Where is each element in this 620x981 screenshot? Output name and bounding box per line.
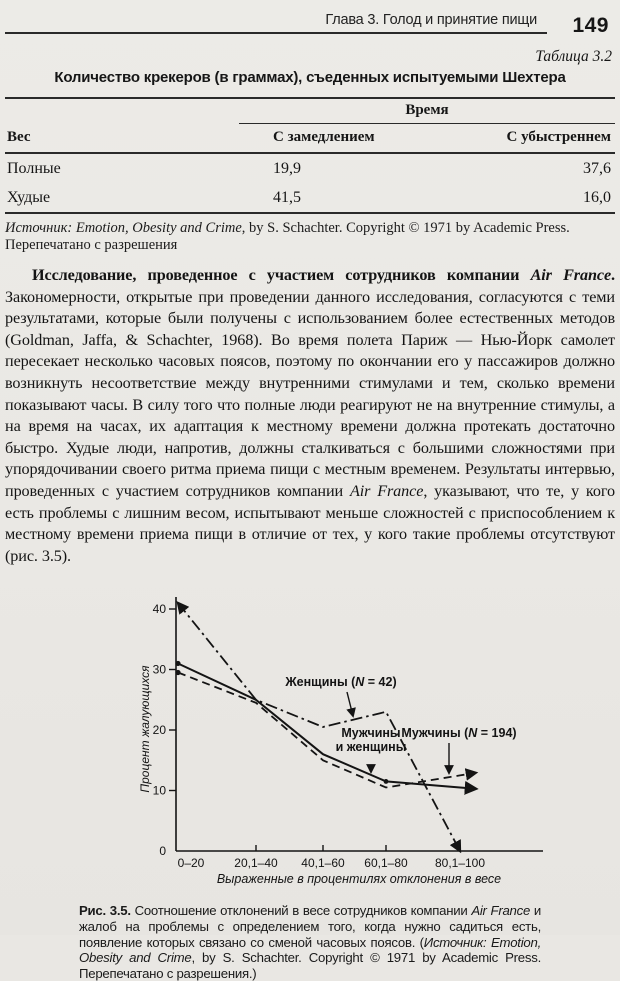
figure-caption-label: Рис. 3.5. [79,903,131,919]
y-axis-label: Процент жалующихся [138,665,152,793]
table-source-note [5,220,615,254]
col-header-sped: С убыстреннем [427,124,615,154]
table-group-header: Время [239,99,615,124]
svg-text:40,1–60: 40,1–60 [301,856,345,871]
svg-text:Мужчины (N = 194): Мужчины (N = 194) [401,726,517,741]
svg-text:20: 20 [152,723,166,738]
source-italic: Источник: Emotion, Obesity and Crime [5,220,242,236]
paragraph-body-2: , указывают, что те, у кого есть проблемы с лишним весом, испытывают меньше сложностей с приспособлением к местному времени приема пищи в отличие от тех, у кого такие проблемы отсутствуют (рис. 3.5). [5,481,615,565]
svg-text:30: 30 [152,662,166,677]
row-value-slowed: 19,9 [273,160,301,177]
svg-text:и женщины: и женщины [335,740,407,755]
row-value-sped: 37,6 [583,160,611,177]
figure-3-5-chart [131,589,561,891]
col-header-weight: Вес [5,124,239,154]
svg-text:20,1–40: 20,1–40 [234,856,278,871]
data-table [5,97,615,214]
page-number: 149 [572,14,609,37]
svg-text:Женщины (N = 42): Женщины (N = 42) [285,675,397,690]
table-title: Количество крекеров (в граммах), съеденных испытуемыми Шехтера [54,69,566,86]
paragraph-body: Закономерности, открытые при проведении данного исследования, согласуются с теми результатами, которые были получены с использованием более естественных методов (Goldman, Jaffa, & Schachter, 1968). Во время полета Париж — Нью-Йорк самолет пересекает несколько часовых поясов, поэтому по окончании его у пассажиров должно возникнуть несоответствие между внутренними стимулами и тем, сколько времени показывают часы. В силу того что полные люди реагируют не на внутренние стимулы, а на время на часах, их адаптация к местному времени должна протекать достаточно быстро. Худые люди, напротив, должны сталкиваться с большими сложностями при упорядочивании своего ритма приема пищи с местным временем. Результаты интервью, проведенных с участием сотрудников компании [5,287,615,500]
paragraph-lead: Исследование, проведенное с участием сотрудников компании [32,266,531,284]
paragraph-lead-italic: Air France [530,266,612,284]
row-label: Полные [7,160,61,177]
source-line2: Перепечатано с разрешения [5,237,178,253]
table-group-header-row [5,99,615,124]
svg-text:80,1–100: 80,1–100 [434,856,486,871]
table-row [5,183,615,212]
body-paragraph: Исследование, проведенное с участием сотрудников компании Air France. Закономерности, открытые при проведении данного исследования, согласуются с теми результатами, которые были получены с использованием более естественных методов (Goldman, Jaffa, & Schachter, 1968). Во время полета Париж — Нью-Йорк самолет пересекает несколько часовых поясов, поэтому по окончании его у пассажиров должно возникнуть несоответствие между внутренними стимулами и тем, сколько времени показывают часы. В силу того что полные люди реагируют не на внутренние стимулы, а на время на часах, их адаптация к местному времени должна протекать достаточно быстро. Худые люди, напротив, должны сталкиваться с большими сложностями при упорядочивании своего ритма приема пищи с местным временем. Результаты интервью, проведенных с участием сотрудников компании Air France, указывают, что те, у кого есть проблемы с лишним весом, испытывают меньше сложностей с приспособлением к местному времени приема пищи в отличие от тех, у кого такие проблемы отсутствуют (рис. 3.5). [5,266,615,565]
row-label: Худые [7,189,51,206]
svg-text:0: 0 [159,844,166,859]
svg-text:Мужчины: Мужчины [341,726,401,741]
svg-text:40: 40 [152,602,166,617]
table-header-row [5,124,615,154]
annotation-2 [401,726,516,773]
chapter-title: Глава 3. Голод и принятие пищи [5,12,547,34]
source-rest: , by S. Schachter. Copyright © 1971 by Academic Press. [241,220,570,236]
line-chart [131,589,561,891]
svg-text:0–20: 0–20 [177,856,205,871]
figure-caption: Рис. 3.5. Соотношение отклонений в весе сотрудников компании Air France и жалоб на проблемы с определением того, когда нужно садиться есть, появление которых связано со сменой часовых поясов. (Источник: Emotion, Obesity and Crime, by S. Schachter. Copyright © 1971 by Academic Press. Перепечатано с разрешения.) [79,903,542,981]
col-header-slowed: С замедлением [239,124,427,154]
row-value-sped: 16,0 [583,189,611,206]
table-row [5,154,615,183]
x-axis-label: Выраженные в процентилях отклонения в весе [216,872,502,887]
annotation-0 [284,675,396,716]
paragraph-body-italic: Air France [349,481,424,500]
svg-text:60,1–80: 60,1–80 [364,856,408,871]
table-label: Таблица 3.2 [535,48,612,65]
row-value-slowed: 41,5 [273,189,301,206]
running-head [5,10,615,37]
svg-text:10: 10 [152,783,166,798]
